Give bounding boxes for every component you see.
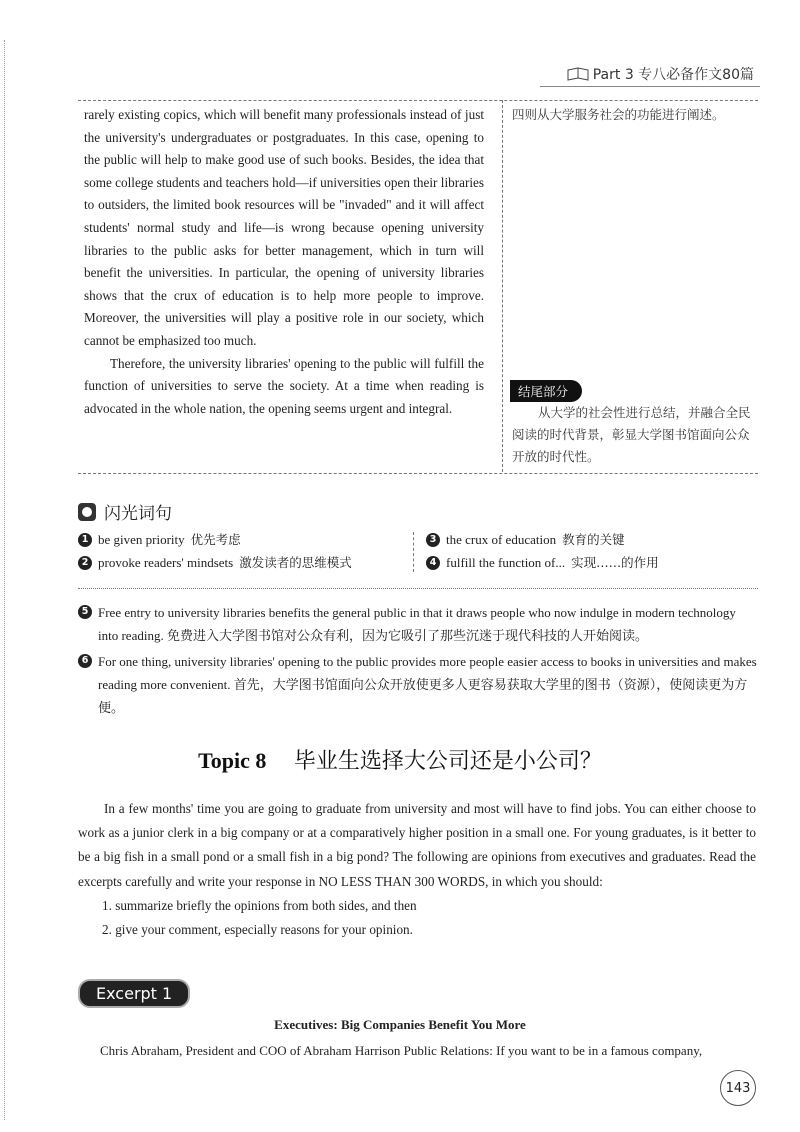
book-icon bbox=[567, 67, 589, 81]
header-rule bbox=[540, 86, 760, 87]
topic-title-zh: 毕业生选择大公司还是小公司？ bbox=[293, 749, 602, 774]
number-badge: 3 bbox=[426, 533, 440, 547]
sentence-text: Free entry to university libraries benefits the general public in that it draws people who now indulge in modern technology into reading. 免费进入大学图书馆对公众有利，因为它吸引了那些沉迷于现代科技的人开始阅读。 bbox=[98, 605, 736, 643]
phrase-divider bbox=[413, 532, 414, 572]
ending-note: 从大学的社会性进行总结，并融合全民阅读的时代背景，彰显大学图书馆面向公众开放的时代性。 bbox=[512, 405, 751, 464]
page-number: 143 bbox=[720, 1070, 756, 1106]
sentence-text: For one thing, university libraries' opening to the public provides more people easier access to books in universities and makes reading more convenient. 首先，大学图书馆面向公众开放使更多人更容易获取大学里的图书（资源），使阅读更为方便。 bbox=[98, 654, 757, 715]
sentence-list bbox=[78, 601, 758, 722]
essay-paragraph: Therefore, the university libraries' opening to the public will fulfill the function of universities to serve the society. At a time when reading is advocated in the whole nation, the opening seems urgent and integral. bbox=[84, 355, 484, 416]
phrase-item: 1 be given priority 优先考虑 bbox=[78, 528, 352, 551]
number-badge: 4 bbox=[426, 556, 440, 570]
phrase-item: 3 the crux of education 教育的关键 bbox=[426, 528, 659, 551]
header-label: Part 3 专八必备作文80篇 bbox=[592, 67, 754, 83]
running-header bbox=[567, 64, 754, 84]
topic-title bbox=[0, 744, 800, 775]
side-note: 四则从大学服务社会的功能进行阐述。 bbox=[512, 107, 725, 122]
column-divider bbox=[502, 100, 504, 472]
dotted-rule bbox=[78, 588, 758, 590]
excerpt-text: Chris Abraham, President and COO of Abraham Harrison Public Relations: If you want to be in a famous company, bbox=[100, 1043, 703, 1058]
topic-label: Topic 8 bbox=[198, 748, 267, 773]
topic-list-item: 2. give your comment, especially reasons for your opinion. bbox=[102, 922, 413, 938]
topic-list-item: 1. summarize briefly the opinions from both sides, and then bbox=[102, 897, 417, 913]
section-title bbox=[78, 499, 172, 524]
section-title-text: 闪光词句 bbox=[104, 504, 172, 524]
excerpt-heading: Executives: Big Companies Benefit You More bbox=[274, 1017, 526, 1032]
number-badge: 2 bbox=[78, 556, 92, 570]
phrase-item: 4 fulfill the function of... 实现……的作用 bbox=[426, 551, 659, 574]
bullet-icon bbox=[78, 503, 96, 521]
number-badge: 5 bbox=[78, 605, 92, 619]
topic-intro: In a few months' time you are going to graduate from university and most will have to find jobs. You can either choose to work as a junior clerk in a big company or at a comparatively higher position in a small one. For young graduates, is it better to be a big fish in a small pond or a small fish in a big pond? The following are opinions from executives and graduates. Read the excerpts carefully and write your response in NO LESS THAN 300 WORDS, in which you should: bbox=[78, 801, 756, 889]
sentence-item bbox=[78, 601, 758, 647]
number-badge: 6 bbox=[78, 654, 92, 668]
topic-prompt bbox=[78, 797, 756, 942]
number-badge: 1 bbox=[78, 533, 92, 547]
margin-marks bbox=[4, 40, 9, 1120]
essay-text bbox=[84, 104, 484, 420]
sentence-item bbox=[78, 650, 758, 719]
phrase-item: 2 provoke readers' mindsets 激发读者的思维模式 bbox=[78, 551, 352, 574]
essay-paragraph: rarely existing copics, which will benefit many professionals instead of just the university's undergraduates or postgraduates. In this case, opening to the public will help to make good use of such books. Besides, the idea that some college students and teachers hold—if universities open their libraries to outsiders, the limited book resources will be "invaded" and it will affect students' normal study and life—is wrong because opening university libraries to the public asks for better management, which in turn will benefit the universities. In particular, the opening of university libraries shows that the crux of education is to help more people to improve. Moreover, the universities will play a positive role in our society, which cannot be emphasized too much. bbox=[84, 107, 484, 348]
excerpt-badge: Excerpt 1 bbox=[78, 979, 190, 1008]
ending-label: 结尾部分 bbox=[510, 380, 582, 402]
